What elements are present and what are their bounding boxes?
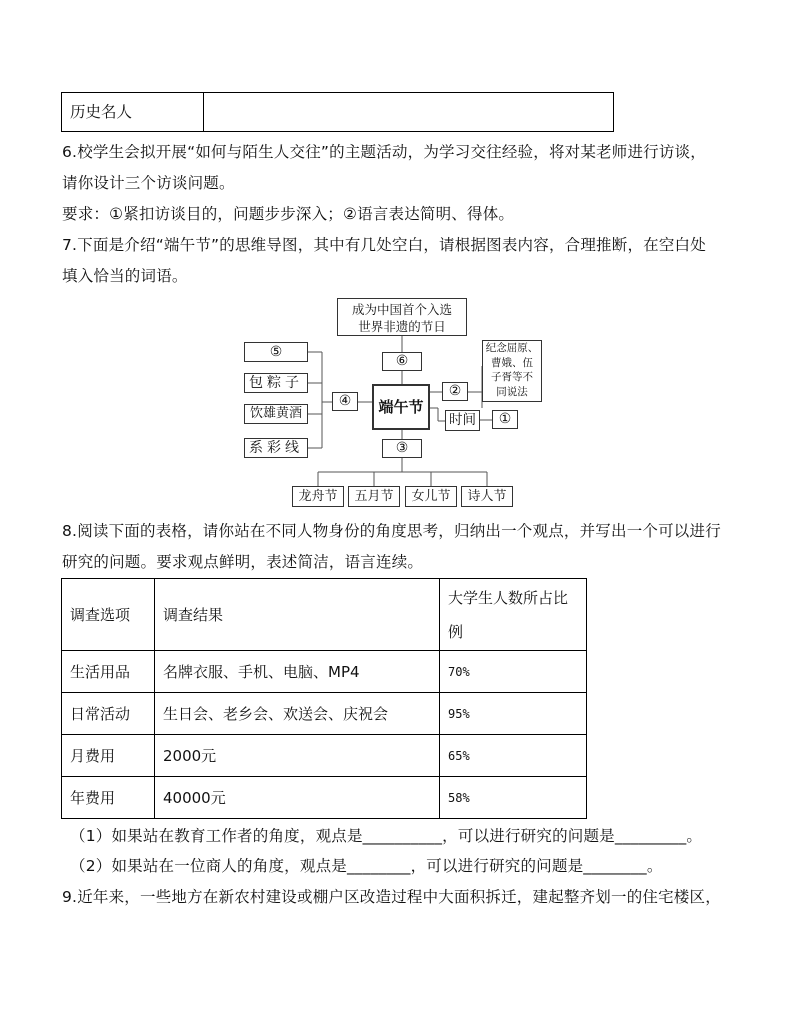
origin-note-frame: [482, 340, 542, 402]
survey-cell-option: 日常活动: [62, 693, 155, 735]
survey-table: [61, 578, 587, 819]
q6-requirement: 要求：①紧扣访谈目的，问题步步深入；②语言表达简明、得体。: [62, 205, 515, 223]
survey-cell-result: 2000元: [155, 735, 440, 777]
survey-header-ratio-line2: 例: [448, 622, 464, 641]
survey-cell-result: 生日会、老乡会、欢送会、庆祝会: [155, 693, 440, 735]
blank-6-box[interactable]: ⑥: [382, 352, 422, 371]
left-item-realgar-wine: 饮雄黄酒: [244, 404, 308, 424]
survey-cell-ratio: 58%: [440, 777, 587, 819]
history-figure-answer-cell[interactable]: [204, 93, 613, 131]
q6-line2: 请你设计三个访谈问题。: [62, 174, 235, 192]
q9-line1: 9.近年来，一些地方在新农村建设或棚户区改造过程中大面积拆迁，建起整齐划一的住宅楼区，: [62, 888, 721, 906]
history-figure-label: 历史名人: [62, 93, 204, 131]
survey-header-result: 调查结果: [155, 579, 440, 651]
time-label-box: 时间: [445, 410, 480, 431]
bottom-item-dragon-boat: 龙舟节: [292, 486, 344, 507]
survey-cell-ratio: 70%: [440, 651, 587, 693]
survey-header-ratio-line1: 大学生人数所占比: [448, 588, 569, 607]
blank-4-box[interactable]: ④: [332, 392, 358, 411]
origin-note-line2: 曹娥、伍: [491, 356, 533, 369]
top-note-line2: 世界非遗的节日: [358, 319, 446, 334]
survey-cell-result: 名牌衣服、手机、电脑、MP4: [155, 651, 440, 693]
survey-cell-option: 生活用品: [62, 651, 155, 693]
history-table: [61, 92, 614, 132]
center-node: 端午节: [372, 384, 430, 430]
bottom-item-daughters: 女儿节: [405, 486, 457, 507]
origin-note-line3: 子胥等不: [491, 371, 533, 383]
q6-line1: 6.校学生会拟开展“如何与陌生人交往”的主题活动，为学习交往经验，将对某老师进行访谈，: [62, 143, 706, 161]
answer-2: （2）如果站在一位商人的角度，观点是________，可以进行研究的问题是________。: [70, 857, 663, 875]
answer-1: （1）如果站在教育工作者的角度，观点是__________，可以进行研究的问题是_________。: [70, 827, 703, 845]
table-row: [62, 777, 587, 819]
bottom-item-poets: 诗人节: [461, 486, 513, 507]
q8-line1: 8.阅读下面的表格，请你站在不同人物身份的角度思考，归纳出一个观点，并写出一个可以进行: [62, 522, 721, 540]
survey-header-ratio: [440, 579, 587, 651]
survey-cell-ratio: 65%: [440, 735, 587, 777]
table-row: [62, 735, 587, 777]
survey-cell-result: 40000元: [155, 777, 440, 819]
origin-note-line4: 同说法: [496, 385, 528, 398]
q7-line2: 填入恰当的词语。: [62, 267, 188, 285]
top-note-box: [337, 298, 467, 336]
blank-3-box[interactable]: ③: [382, 439, 422, 458]
survey-header-option: 调查选项: [62, 579, 155, 651]
survey-cell-option: 月费用: [62, 735, 155, 777]
survey-cell-ratio: 95%: [440, 693, 587, 735]
dragon-boat-mindmap: [240, 296, 550, 510]
q7-line1: 7.下面是介绍“端午节”的思维导图，其中有几处空白，请根据图表内容，合理推断，在空白处: [62, 236, 706, 254]
blank-1-box[interactable]: ①: [492, 410, 518, 429]
blank-2-box[interactable]: ②: [442, 382, 468, 401]
q8-line2: 研究的问题。要求观点鲜明，表述简洁，语言连续。: [62, 553, 424, 571]
survey-cell-option: 年费用: [62, 777, 155, 819]
top-note-line1: 成为中国首个入选: [351, 302, 452, 317]
blank-5-box[interactable]: ⑤: [244, 342, 308, 362]
survey-header-row: [62, 579, 587, 651]
left-item-colored-thread: 系彩线: [244, 438, 308, 458]
left-item-zongzi: 包粽子: [244, 373, 308, 393]
table-row: [62, 651, 587, 693]
origin-note-line1: 纪念屈原、: [485, 342, 539, 354]
bottom-item-fifth-month: 五月节: [348, 486, 400, 507]
table-row: [62, 693, 587, 735]
